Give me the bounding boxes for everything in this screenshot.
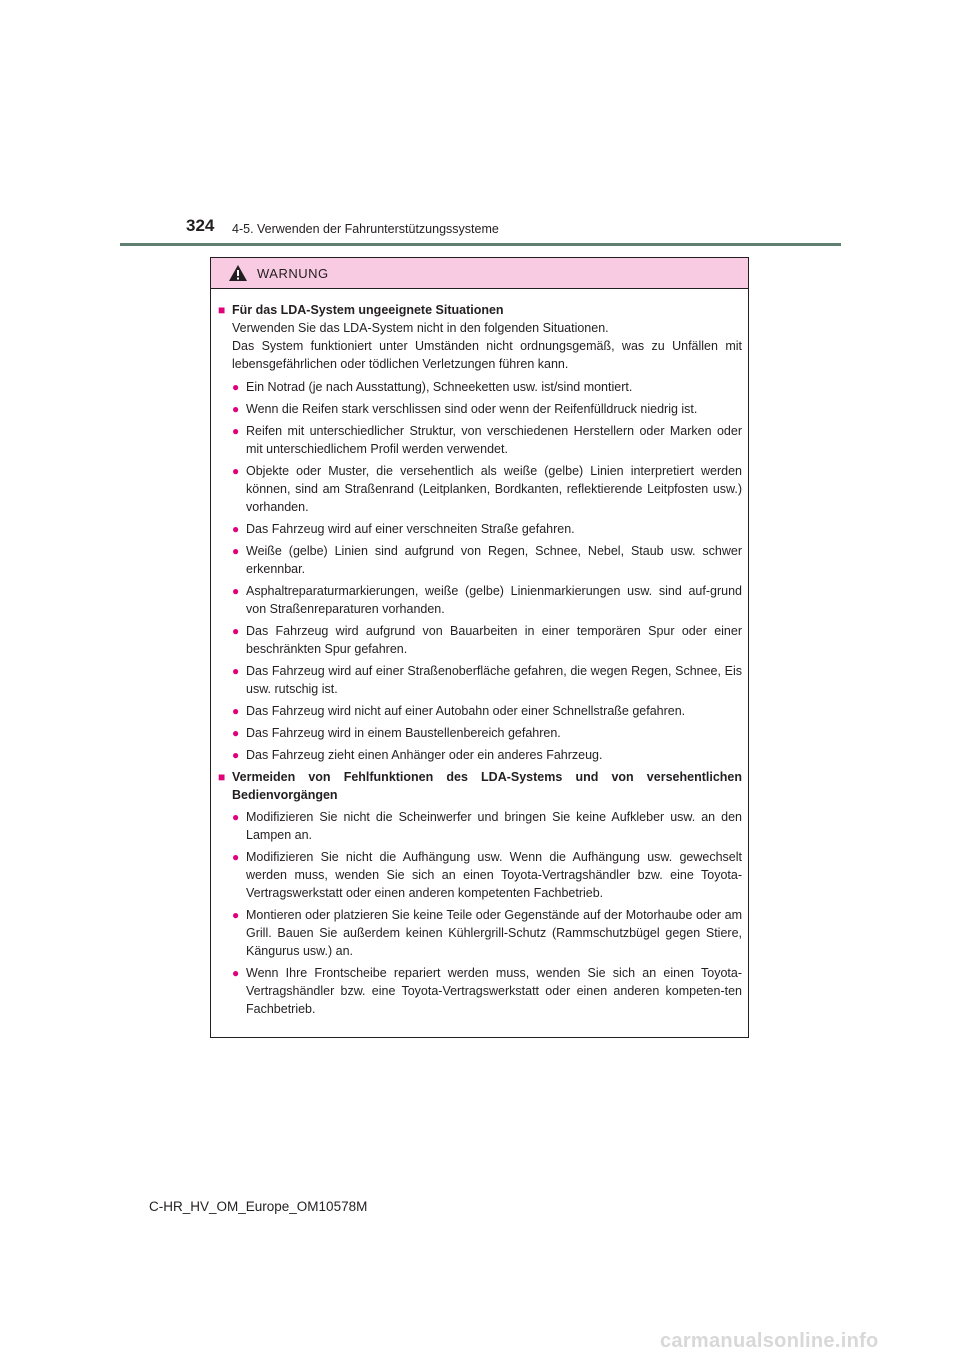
circle-bullet-icon: ● <box>232 748 240 762</box>
paragraph: Verwenden Sie das LDA-System nicht in den folgenden Situationen. <box>232 321 609 335</box>
square-bullet-icon: ■ <box>218 303 226 317</box>
circle-bullet-icon: ● <box>232 726 240 740</box>
warning-section <box>218 301 742 764</box>
list-item: ● Das Fahrzeug wird auf einer verschneiten Straße gefahren. <box>232 522 575 536</box>
circle-bullet-icon: ● <box>232 908 240 922</box>
chapter-title: 4-5. Verwenden der Fahrunterstützungssysteme <box>232 222 499 236</box>
list-item: ● Das Fahrzeug wird nicht auf einer Autobahn oder einer Schnellstraße gefahren. <box>232 704 686 718</box>
list-item: ● Objekte oder Muster, die versehentlich als weiße (gelbe) Linien interpretiert werden können, sind am Straßenrand (Leitplanken, Bordkanten, reflektierende Leitpfosten usw.) vorhanden. <box>232 464 742 514</box>
warning-header <box>211 258 748 289</box>
circle-bullet-icon: ● <box>232 810 240 824</box>
circle-bullet-icon: ● <box>232 704 240 718</box>
circle-bullet-icon: ● <box>232 664 240 678</box>
list-item: ● Das Fahrzeug wird aufgrund von Bauarbeiten in einer temporären Spur oder einer beschränkten Spur gefahren. <box>232 624 742 656</box>
document-code: C-HR_HV_OM_Europe_OM10578M <box>149 1199 368 1214</box>
circle-bullet-icon: ● <box>232 522 240 536</box>
warning-section <box>218 768 742 1018</box>
section-heading-text: Für das LDA-System ungeeignete Situationen <box>232 303 504 317</box>
circle-bullet-icon: ● <box>232 402 240 416</box>
list-item: ● Das Fahrzeug wird auf einer Straßenoberfläche gefahren, die wegen Regen, Schnee, Eis usw. rutschig ist. <box>232 664 742 696</box>
warning-box <box>210 257 749 1038</box>
list-item: ● Das Fahrzeug wird in einem Baustellenbereich gefahren. <box>232 726 561 740</box>
list-item: ● Wenn Ihre Frontscheibe repariert werden muss, wenden Sie sich an einen Toyota-Vertragshändler bzw. eine Toyota-Vertragswerkstatt oder einen anderen kompeten-ten Fachbetrieb. <box>232 966 742 1016</box>
section-heading <box>218 768 742 804</box>
circle-bullet-icon: ● <box>232 424 240 438</box>
watermark: carmanualsonline.info <box>660 1330 879 1352</box>
square-bullet-icon: ■ <box>218 770 226 784</box>
list-item: ● Reifen mit unterschiedlicher Struktur, von verschiedenen Herstellern oder Marken oder mit unterschiedlichem Profil werden verwendet. <box>232 424 742 456</box>
header-rule <box>120 243 841 246</box>
list-item: ● Weiße (gelbe) Linien sind aufgrund von Regen, Schnee, Nebel, Staub usw. schwer erkennbar. <box>232 544 742 576</box>
circle-bullet-icon: ● <box>232 966 240 980</box>
page-number: 324 <box>186 216 215 235</box>
list-item: ● Montieren oder platzieren Sie keine Teile oder Gegenstände auf der Motorhaube oder am Grill. Bauen Sie außerdem keinen Kühlergrill-Schutz (Rammschutzbügel gegen Stiere, Kängurus usw.) an. <box>232 908 742 958</box>
circle-bullet-icon: ● <box>232 380 240 394</box>
warning-triangle-icon <box>228 264 248 282</box>
section-heading <box>218 301 742 319</box>
circle-bullet-icon: ● <box>232 544 240 558</box>
warning-body <box>211 289 748 1018</box>
circle-bullet-icon: ● <box>232 850 240 864</box>
list-item: ● Modifizieren Sie nicht die Aufhängung usw. Wenn die Aufhängung usw. gewechselt werden muss, wenden Sie sich an einen Toyota-Vertragshändler bzw. eine Toyota-Vertragswerkstatt oder einen anderen kompetenten Fachbetrieb. <box>232 850 742 900</box>
paragraph: Das System funktioniert unter Umständen nicht ordnungsgemäß, was zu Unfällen mit lebensgefährlichen oder tödlichen Verletzungen führen kann. <box>232 339 742 371</box>
circle-bullet-icon: ● <box>232 464 240 478</box>
warning-title: WARNUNG <box>257 265 329 281</box>
list-item: ● Ein Notrad (je nach Ausstattung), Schneeketten usw. ist/sind montiert. <box>232 380 633 394</box>
circle-bullet-icon: ● <box>232 624 240 638</box>
circle-bullet-icon: ● <box>232 584 240 598</box>
list-item: ● Wenn die Reifen stark verschlissen sind oder wenn der Reifenfülldruck niedrig ist. <box>232 402 698 416</box>
section-heading-text: Vermeiden von Fehlfunktionen des LDA-Systems und von versehentlichen Bedienvorgängen <box>232 770 742 802</box>
list-item: ● Das Fahrzeug zieht einen Anhänger oder ein anderes Fahrzeug. <box>232 748 603 762</box>
list-item: ● Asphaltreparaturmarkierungen, weiße (gelbe) Linienmarkierungen usw. sind auf-grund von Straßenreparaturen vorhanden. <box>232 584 742 616</box>
list-item: ● Modifizieren Sie nicht die Scheinwerfer und bringen Sie keine Aufkleber usw. an den Lampen an. <box>232 810 742 842</box>
